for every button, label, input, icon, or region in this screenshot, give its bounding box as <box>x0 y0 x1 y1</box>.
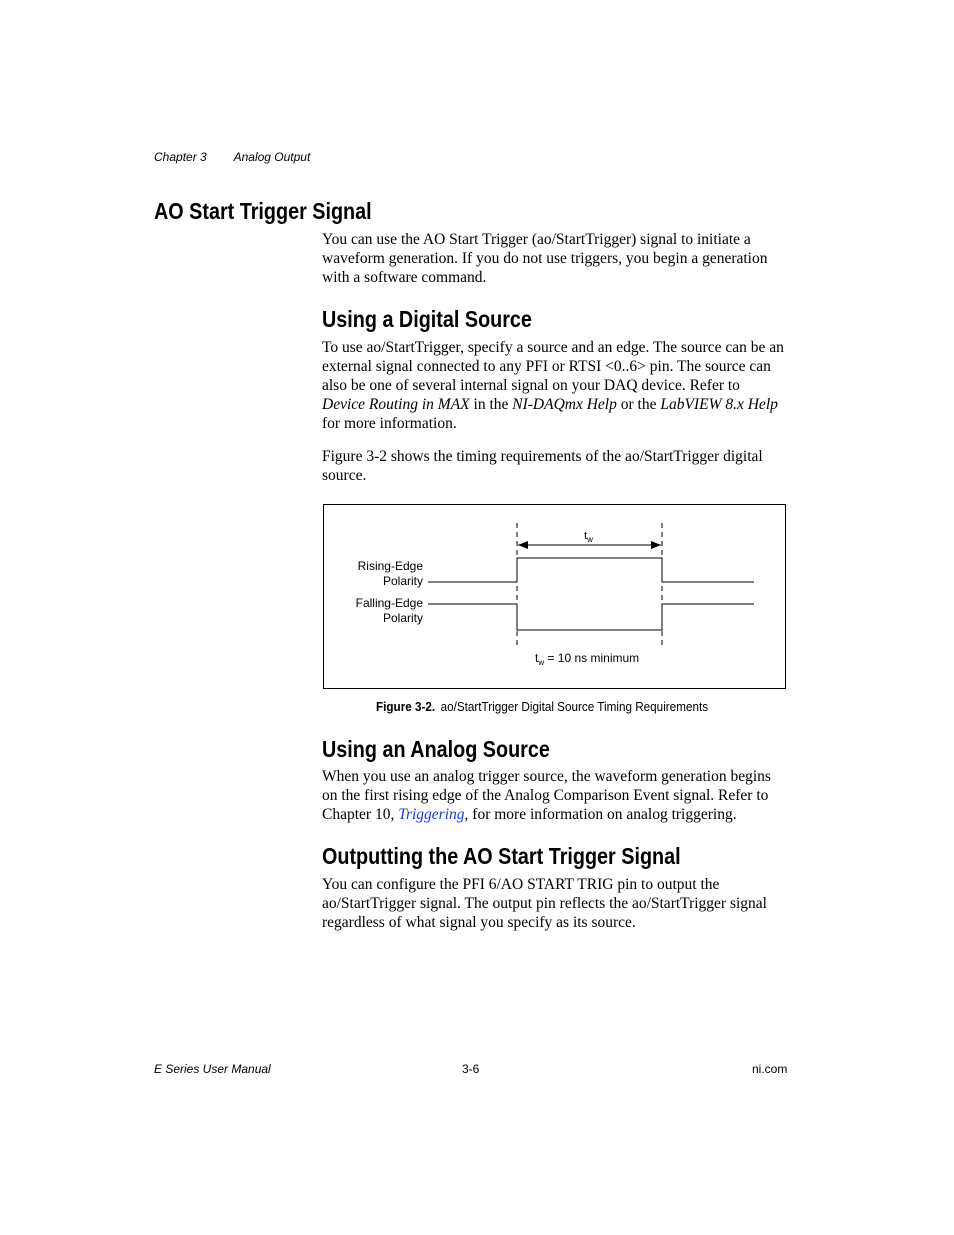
ref-device-routing: Device Routing in MAX <box>322 396 470 413</box>
text-run: To use ao/StartTrigger, specify a source and an edge. The source can be an external signal connected to any PFI or RTSI <0..6> pin. The source can also be one of several internal signal on your DAQ device. Refer to <box>322 339 784 394</box>
outputting-paragraph: You can configure the PFI 6/AO START TRIG pin to output the ao/StartTrigger signal. The output pin reflects the ao/StartTrigger signal regardless of what signal you specify as its source. <box>322 876 767 931</box>
rising-edge-label-line2: Polarity <box>382 574 423 588</box>
falling-edge-label-line1: Falling-Edge <box>355 596 423 610</box>
figure-caption-label: Figure 3-2. <box>376 699 436 714</box>
note-sub: w <box>538 658 545 667</box>
tw-label <box>584 530 593 544</box>
text-run: for more information. <box>322 415 457 432</box>
falling-edge-waveform <box>428 604 754 630</box>
figure-caption-text: ao/StartTrigger Digital Source Timing Requirements <box>440 699 709 714</box>
start-trigger-paragraph: You can use the AO Start Trigger (ao/StartTrigger) signal to initiate a waveform generation. If you do not use triggers, you begin a generation with a software command. <box>322 231 768 286</box>
figure-caption <box>376 699 708 714</box>
footer-page-number: 3-6 <box>462 1062 480 1076</box>
tw-label-main: t <box>584 530 588 542</box>
section-title-analog-source: Using an Analog Source <box>322 736 550 762</box>
section-title-outputting: Outputting the AO Start Trigger Signal <box>322 843 681 869</box>
text-run: or the <box>616 396 661 413</box>
running-header <box>154 150 334 164</box>
text-run: , for more information on analog triggering. <box>464 806 737 823</box>
chapter-label: Chapter 3 <box>154 150 207 164</box>
note-main: t <box>535 651 539 665</box>
falling-edge-label-line2: Polarity <box>382 611 423 625</box>
digital-source-paragraph-1 <box>322 338 786 433</box>
section-title-digital-source: Using a Digital Source <box>322 306 532 332</box>
ref-labview-help: LabVIEW 8.x Help <box>660 396 778 413</box>
analog-source-paragraph <box>322 767 786 824</box>
rising-edge-waveform <box>428 558 754 582</box>
digital-source-paragraph-2: Figure 3-2 shows the timing requirements of the ao/StartTrigger digital source. <box>322 448 763 484</box>
text-run: in the <box>469 396 513 413</box>
rising-edge-label-line1: Rising-Edge <box>357 559 423 573</box>
tw-minimum-note <box>535 651 639 667</box>
timing-figure <box>323 504 786 689</box>
triggering-link[interactable]: Triggering <box>398 806 465 823</box>
section-title-start-trigger: AO Start Trigger Signal <box>154 198 372 224</box>
footer-website[interactable]: ni.com <box>752 1062 788 1076</box>
text-run: When you use an analog trigger source, the waveform generation begins on the first rising edge of the Analog Comparison Event signal. Refer to Chapter 10, <box>322 768 771 823</box>
tw-label-sub: w <box>587 535 593 544</box>
ref-daqmx-help: NI-DAQmx Help <box>512 396 617 413</box>
footer-manual-title: E Series User Manual <box>154 1062 271 1076</box>
timing-diagram <box>324 505 785 688</box>
section-label: Analog Output <box>233 150 311 164</box>
note-rest: = 10 ns minimum <box>544 651 640 665</box>
